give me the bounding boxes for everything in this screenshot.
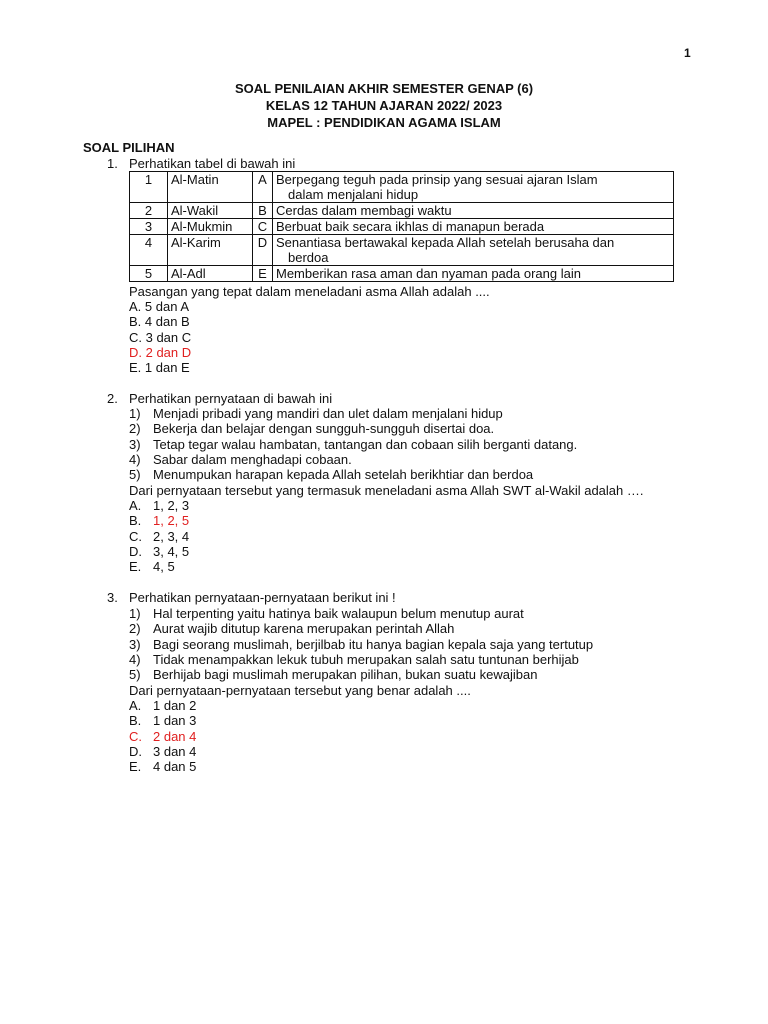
table-cell-letter: C bbox=[253, 219, 273, 235]
option-letter: E. bbox=[129, 559, 142, 574]
header-class-year: KELAS 12 TAHUN AJARAN 2022/ 2023 bbox=[265, 98, 503, 113]
table-cell-no: 2 bbox=[130, 203, 168, 219]
question-1-option-e: E. 1 dan E bbox=[129, 360, 190, 375]
statement-number: 4) bbox=[129, 652, 141, 667]
option-letter: D. bbox=[129, 544, 142, 559]
statement-text: Aurat wajib ditutup karena merupakan perintah Allah bbox=[153, 621, 455, 636]
table-desc-line: Berpegang teguh pada prinsip yang sesuai ajaran Islam bbox=[276, 172, 598, 187]
table-row bbox=[130, 266, 674, 282]
question-1-option-c: C. 3 dan C bbox=[129, 330, 192, 345]
statement-text: Hal terpenting yaitu hatinya baik walaupun belum menutup aurat bbox=[153, 606, 524, 621]
table-cell-letter: E bbox=[253, 266, 273, 282]
question-1-prompt: Pasangan yang tepat dalam meneladani asma Allah adalah .... bbox=[129, 284, 490, 299]
table-cell-no: 4 bbox=[130, 235, 168, 266]
table-cell-desc: Memberikan rasa aman dan nyaman pada orang lain bbox=[273, 266, 674, 282]
statement-number: 4) bbox=[129, 452, 141, 467]
table-cell-desc bbox=[273, 235, 674, 266]
table-row bbox=[130, 235, 674, 266]
option-letter: D. bbox=[129, 744, 142, 759]
table-cell-name: Al-Karim bbox=[168, 235, 253, 266]
question-1-text: Perhatikan tabel di bawah ini bbox=[129, 156, 296, 171]
asma-table bbox=[129, 171, 674, 282]
statement-number: 3) bbox=[129, 637, 141, 652]
page-number: 1 bbox=[684, 46, 691, 60]
option-text: 2, 3, 4 bbox=[153, 529, 190, 544]
question-3-text: Perhatikan pernyataan-pernyataan berikut ini ! bbox=[129, 590, 396, 605]
question-3-prompt: Dari pernyataan-pernyataan tersebut yang benar adalah .... bbox=[129, 683, 471, 698]
statement-text: Bagi seorang muslimah, berjilbab itu hanya bagian kepala saja yang tertutup bbox=[153, 637, 594, 652]
option-letter: B. bbox=[129, 513, 142, 528]
question-3-number: 3. bbox=[107, 590, 118, 605]
question-1-option-a: A. 5 dan A bbox=[129, 299, 189, 314]
statement-number: 2) bbox=[129, 421, 141, 436]
table-cell-no: 3 bbox=[130, 219, 168, 235]
question-2-number: 2. bbox=[107, 391, 118, 406]
statement-text: Tetap tegar walau hambatan, tantangan dan cobaan silih berganti datang. bbox=[153, 437, 578, 452]
header-subject: MAPEL : PENDIDIKAN AGAMA ISLAM bbox=[267, 115, 501, 130]
table-cell-letter: B bbox=[253, 203, 273, 219]
question-1-option-d-answer: D. 2 dan D bbox=[129, 345, 192, 360]
table-cell-no: 5 bbox=[130, 266, 168, 282]
section-title: SOAL PILIHAN bbox=[83, 140, 175, 155]
statement-text: Bekerja dan belajar dengan sungguh-sungguh disertai doa. bbox=[153, 421, 495, 436]
option-text: 1, 2, 3 bbox=[153, 498, 190, 513]
table-cell-desc bbox=[273, 172, 674, 203]
question-1-option-b: B. 4 dan B bbox=[129, 314, 190, 329]
question-2-prompt: Dari pernyataan tersebut yang termasuk meneladani asma Allah SWT al-Wakil adalah …. bbox=[129, 483, 644, 498]
document-header bbox=[0, 80, 768, 131]
table-desc-line: berdoa bbox=[288, 250, 329, 265]
table-cell-name: Al-Adl bbox=[168, 266, 253, 282]
header-title: SOAL PENILAIAN AKHIR SEMESTER GENAP (6) bbox=[234, 81, 534, 96]
option-text: 4, 5 bbox=[153, 559, 175, 574]
statement-number: 1) bbox=[129, 406, 141, 421]
table-row bbox=[130, 203, 674, 219]
option-letter: A. bbox=[129, 698, 142, 713]
table-cell-name: Al-Mukmin bbox=[168, 219, 253, 235]
table-cell-desc: Cerdas dalam membagi waktu bbox=[273, 203, 674, 219]
table-cell-letter: D bbox=[253, 235, 273, 266]
table-cell-name: Al-Matin bbox=[168, 172, 253, 203]
statement-text: Menjadi pribadi yang mandiri dan ulet dalam menjalani hidup bbox=[153, 406, 503, 421]
option-text: 4 dan 5 bbox=[153, 759, 197, 774]
table-cell-letter: A bbox=[253, 172, 273, 203]
table-cell-name: Al-Wakil bbox=[168, 203, 253, 219]
table-desc-line: Senantiasa bertawakal kepada Allah setelah berusaha dan bbox=[276, 235, 615, 250]
statement-number: 2) bbox=[129, 621, 141, 636]
statement-text: Berhijab bagi muslimah merupakan pilihan, bukan suatu kewajiban bbox=[153, 667, 538, 682]
table-cell-no: 1 bbox=[130, 172, 168, 203]
question-2-text: Perhatikan pernyataan di bawah ini bbox=[129, 391, 333, 406]
statement-text: Menumpukan harapan kepada Allah setelah berikhtiar dan berdoa bbox=[153, 467, 534, 482]
table-row bbox=[130, 172, 674, 203]
table-cell-desc: Berbuat baik secara ikhlas di manapun berada bbox=[273, 219, 674, 235]
option-letter: E. bbox=[129, 759, 142, 774]
table-row bbox=[130, 219, 674, 235]
option-letter: C. bbox=[129, 529, 142, 544]
statement-text: Tidak menampakkan lekuk tubuh merupakan salah satu tuntunan berhijab bbox=[153, 652, 579, 667]
option-letter: B. bbox=[129, 713, 142, 728]
option-text-answer: 2 dan 4 bbox=[153, 729, 197, 744]
option-letter-answer: C. bbox=[129, 729, 142, 744]
question-1-number: 1. bbox=[107, 156, 118, 171]
statement-number: 3) bbox=[129, 437, 141, 452]
statement-number: 5) bbox=[129, 467, 141, 482]
table-desc-line: dalam menjalani hidup bbox=[288, 187, 419, 202]
option-text: 1 dan 3 bbox=[153, 713, 197, 728]
statement-number: 5) bbox=[129, 667, 141, 682]
option-text: 3 dan 4 bbox=[153, 744, 197, 759]
statement-number: 1) bbox=[129, 606, 141, 621]
option-text-answer: 1, 2, 5 bbox=[153, 513, 190, 528]
option-text: 3, 4, 5 bbox=[153, 544, 190, 559]
statement-text: Sabar dalam menghadapi cobaan. bbox=[153, 452, 352, 467]
option-text: 1 dan 2 bbox=[153, 698, 197, 713]
option-letter: A. bbox=[129, 498, 142, 513]
